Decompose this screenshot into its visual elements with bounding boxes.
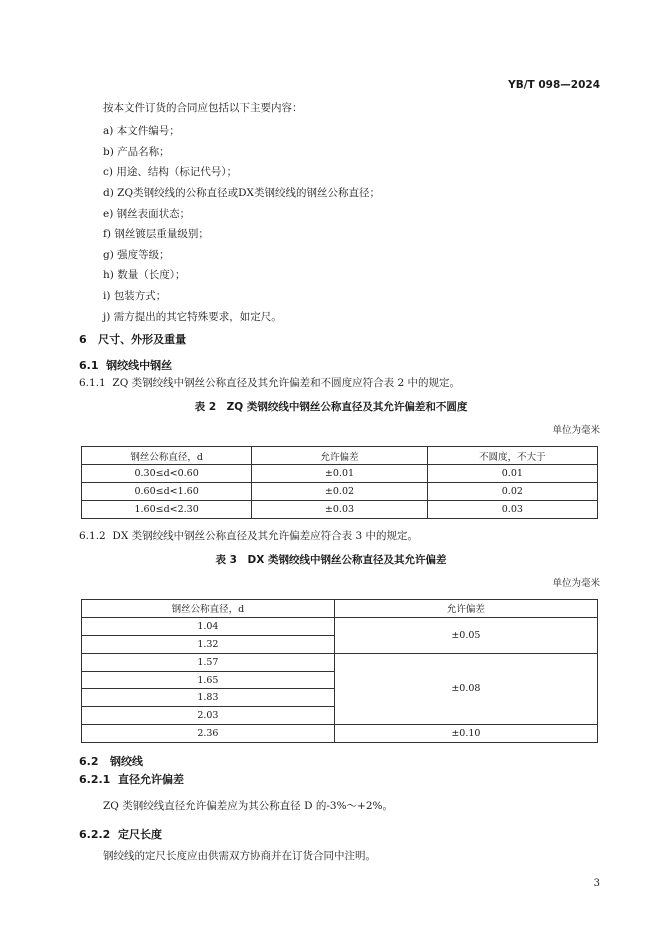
section-number: 6.2	[79, 755, 99, 768]
list-mark: c)	[103, 166, 113, 178]
table-2-caption: 表 2 ZQ 类钢绞线中钢丝公称直径及其允许偏差和不圆度	[194, 401, 468, 413]
table-row	[82, 653, 598, 671]
document-code: YB/T 098—2024	[508, 79, 600, 91]
contract-intro: 按本文件订货的合同应包括以下主要内容：	[103, 102, 303, 114]
table-cell: ±0.01	[252, 465, 427, 483]
table-header-row	[82, 447, 598, 465]
table-cell: 1.57	[82, 653, 335, 671]
section-number: 6.2.1	[79, 773, 111, 786]
table-cell: ±0.08	[334, 653, 597, 725]
table-3-caption: 表 3 DX 类钢绞线中钢丝公称直径及其允许偏差	[215, 554, 447, 566]
list-mark: d)	[103, 187, 114, 199]
section-number: 6.2.2	[79, 828, 111, 841]
table-cell: 1.04	[82, 617, 335, 635]
section-heading-6-2-1	[79, 773, 184, 786]
list-item	[103, 311, 282, 323]
section-heading-6	[79, 333, 186, 346]
clause-number: 6.1.2	[79, 530, 106, 542]
table-cell: ±0.05	[334, 617, 597, 653]
table-cell: 1.32	[82, 635, 335, 653]
list-item	[103, 228, 209, 240]
list-mark: g)	[103, 249, 114, 261]
list-text: 需方提出的其它特殊要求，如定尺。	[113, 311, 282, 323]
list-item	[103, 249, 170, 261]
section-heading-6-2	[79, 755, 143, 768]
table-cell: ±0.02	[252, 483, 427, 501]
table-cell: 0.60≤d<1.60	[82, 483, 252, 501]
clause-text: ZQ 类钢绞线中钢丝公称直径及其允许偏差和不圆度应符合表 2 中的规定。	[112, 377, 461, 389]
column-header: 不圆度，不大于	[427, 447, 597, 465]
section-title: 尺寸、外形及重量	[98, 333, 187, 346]
page-number: 3	[593, 878, 600, 889]
table-row	[82, 465, 598, 483]
clause-6-1-1	[79, 377, 460, 389]
table-cell: ±0.10	[334, 725, 597, 743]
section-title: 钢绞线中钢丝	[106, 359, 173, 372]
column-header: 允许偏差	[334, 600, 597, 618]
list-item	[103, 290, 166, 302]
list-mark: a)	[103, 125, 114, 137]
list-item	[103, 208, 190, 220]
clause-6-1-2	[79, 530, 418, 542]
list-text: 钢丝镀层重量级别；	[114, 228, 209, 240]
column-header: 钢丝公称直径，d	[82, 447, 252, 465]
list-item	[103, 187, 380, 199]
table-cell: 1.60≤d<2.30	[82, 501, 252, 519]
table-cell: 0.02	[427, 483, 597, 501]
list-text: 包装方式；	[113, 290, 167, 302]
table-2-unit: 单位为毫米	[552, 425, 600, 436]
list-mark: i)	[103, 290, 111, 302]
table-cell: 0.01	[427, 465, 597, 483]
list-text: 强度等级；	[117, 249, 170, 261]
section-heading-6-1	[79, 359, 172, 372]
clause-number: 6.1.1	[79, 377, 106, 389]
table-cell: 1.83	[82, 689, 335, 707]
list-mark: h)	[103, 269, 114, 281]
list-mark: f)	[103, 228, 111, 240]
list-text: 产品名称；	[117, 146, 170, 158]
list-item	[103, 269, 185, 281]
table-cell: ±0.03	[252, 501, 427, 519]
table-cell: 2.36	[82, 725, 335, 743]
column-header: 允许偏差	[252, 447, 427, 465]
table-cell: 2.03	[82, 707, 335, 725]
table-row	[82, 501, 598, 519]
table-2	[81, 446, 598, 519]
table-cell: 0.30≤d<0.60	[82, 465, 252, 483]
list-text: 本文件编号；	[116, 125, 180, 137]
clause-6-2-2-text: 钢绞线的定尺长度应由供需双方协商并在订货合同中注明。	[103, 850, 376, 862]
table-row	[82, 725, 598, 743]
list-text: 数量（长度）；	[117, 269, 186, 281]
table-3	[81, 599, 598, 743]
list-mark: j)	[103, 311, 111, 323]
table-header-row	[82, 600, 598, 618]
clause-text: DX 类钢绞线中钢丝公称直径及其允许偏差应符合表 3 中的规定。	[112, 530, 418, 542]
section-title: 钢绞线	[110, 755, 143, 768]
table-row	[82, 483, 598, 501]
section-title: 直径允许偏差	[118, 773, 184, 786]
list-item	[103, 166, 237, 178]
table-cell: 1.65	[82, 671, 335, 689]
list-item	[103, 125, 180, 137]
column-header: 钢丝公称直径，d	[82, 600, 335, 618]
clause-6-2-1-text: ZQ 类钢绞线直径允许偏差应为其公称直径 D 的-3%～+2%。	[103, 800, 393, 812]
table-3-unit: 单位为毫米	[552, 578, 600, 589]
section-number: 6	[79, 333, 87, 346]
section-title: 定尺长度	[118, 828, 162, 841]
list-text: ZQ类钢绞线的公称直径或DX类钢绞线的钢丝公称直径；	[117, 187, 380, 199]
section-heading-6-2-2	[79, 828, 162, 841]
list-item	[103, 146, 170, 158]
table-cell: 0.03	[427, 501, 597, 519]
list-mark: e)	[103, 208, 114, 220]
section-number: 6.1	[79, 359, 99, 372]
list-text: 钢丝表面状态；	[116, 208, 191, 220]
list-mark: b)	[103, 146, 114, 158]
table-row	[82, 617, 598, 635]
list-text: 用途、结构（标记代号）；	[116, 166, 238, 178]
